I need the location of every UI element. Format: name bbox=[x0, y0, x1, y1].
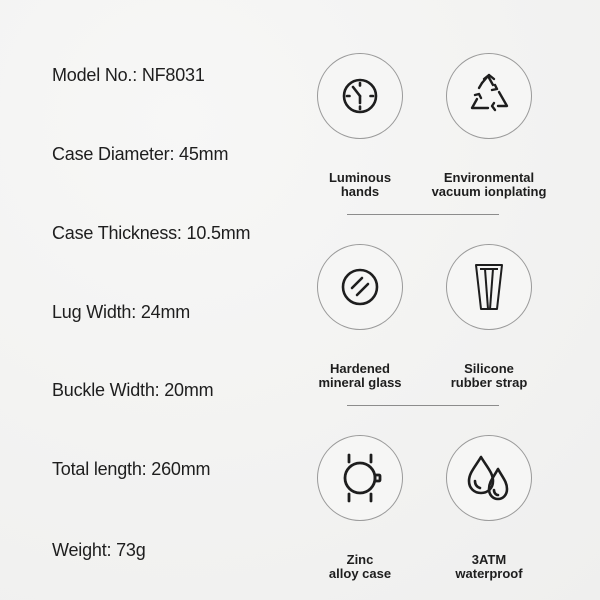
clock-icon-circle bbox=[317, 53, 403, 139]
water-drops-icon bbox=[461, 451, 517, 505]
spec-case-diameter: Case Diameter: 45mm bbox=[52, 144, 229, 164]
strap-icon bbox=[469, 259, 509, 315]
glass-icon bbox=[338, 265, 382, 309]
divider bbox=[347, 214, 499, 215]
clock-icon bbox=[338, 74, 382, 118]
feature-caption: Environmental vacuum ionplating bbox=[431, 170, 547, 199]
feature-alloy-case bbox=[285, 435, 435, 581]
feature-mineral-glass bbox=[285, 244, 435, 390]
spec-case-thickness: Case Thickness: 10.5mm bbox=[52, 223, 251, 243]
watch-case-icon bbox=[333, 450, 387, 506]
feature-waterproof bbox=[414, 435, 564, 581]
recycle-icon-circle bbox=[446, 53, 532, 139]
spec-model-no: Model No.: NF8031 bbox=[52, 65, 205, 85]
divider bbox=[347, 405, 499, 406]
spec-total-length: Total length: 260mm bbox=[52, 459, 211, 479]
water-drops-icon-circle bbox=[446, 435, 532, 521]
spec-buckle-width: Buckle Width: 20mm bbox=[52, 380, 214, 400]
strap-icon-circle bbox=[446, 244, 532, 330]
spec-lug-width: Lug Width: 24mm bbox=[52, 302, 191, 322]
feature-caption: Luminous hands bbox=[328, 170, 392, 199]
feature-caption: Hardened mineral glass bbox=[318, 361, 402, 390]
feature-caption: 3ATM waterproof bbox=[455, 552, 523, 581]
feature-caption: Silicone rubber strap bbox=[450, 361, 528, 390]
feature-luminous-hands bbox=[285, 53, 435, 199]
watch-case-icon-circle bbox=[317, 435, 403, 521]
feature-rubber-strap bbox=[414, 244, 564, 390]
spec-weight: Weight: 73g bbox=[52, 540, 146, 560]
glass-icon-circle bbox=[317, 244, 403, 330]
feature-vacuum-ionplating bbox=[414, 53, 564, 199]
feature-caption: Zinc alloy case bbox=[328, 552, 392, 581]
recycle-icon bbox=[464, 73, 514, 119]
